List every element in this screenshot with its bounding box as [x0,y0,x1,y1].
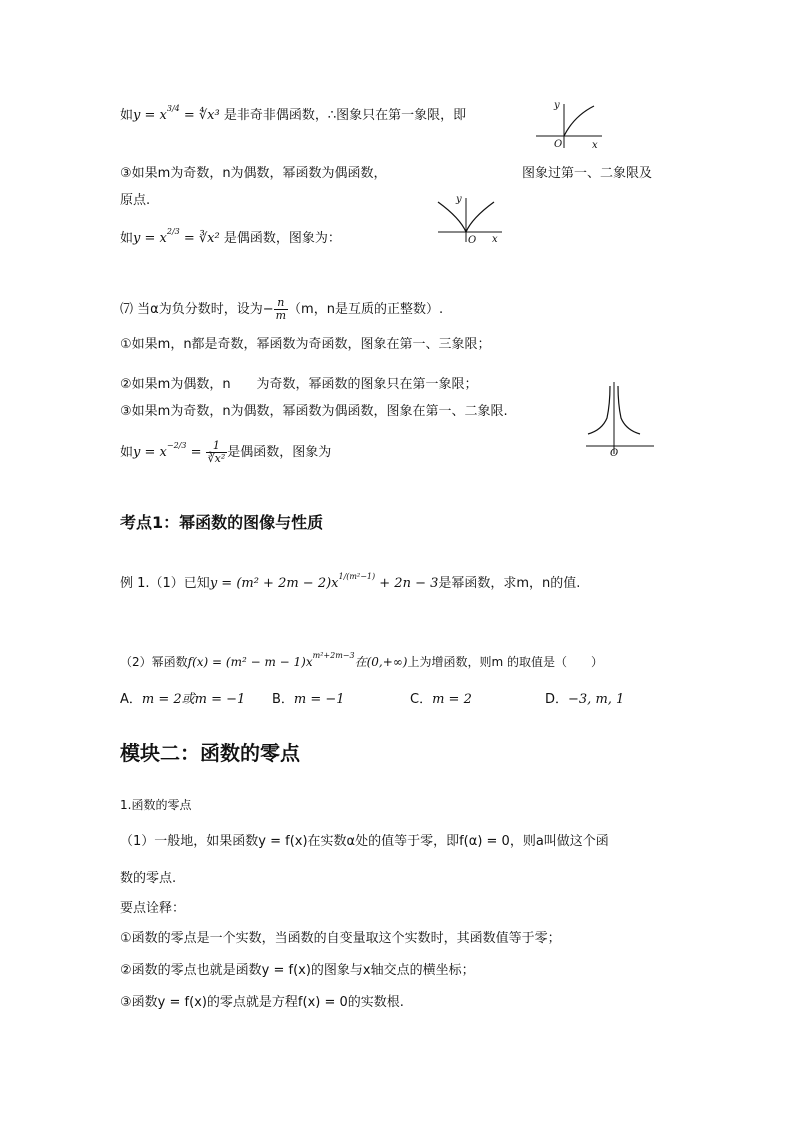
math-expr: f(x) = (m² − m − 1)x [187,655,313,669]
neg-case1 [120,335,491,355]
text: ①如果m，n都是奇数，幂函数为奇函数，图象在第一、三象限； [120,337,491,352]
option-label: A． [120,692,142,707]
key-points-heading: 要点诠释： [120,901,186,916]
option-value: −3, m, 1 [568,692,625,707]
option-value: m = 2 [432,692,472,707]
fraction [206,440,228,465]
option-a [120,688,245,707]
key-point-1: ①函数的零点是一个实数，当函数的自变量取这个实数时，其函数值等于零； [120,931,561,946]
negative-fraction-line [120,297,443,322]
text: 如 [120,231,134,246]
y-label: y [456,194,462,205]
curve-right [618,386,640,434]
case3-line-right [522,164,652,184]
option-label: B． [272,692,294,707]
graph-x34 [530,98,610,152]
option-b [272,688,345,707]
fraction-n-m [274,297,288,322]
neg-case2 [120,375,478,395]
numerator: n [274,297,288,310]
origin-label: O [468,235,477,246]
x-label: x [492,234,498,245]
option-label: C． [410,692,433,707]
math-expr: + 2n − 3 [375,576,439,591]
option-value: m = −1 [293,692,345,707]
y-label: y [554,100,560,111]
math-expr: y = x [133,108,167,123]
math-expr: y = (m² + 2m − 2)x [209,576,339,591]
math-expr: y = x [133,231,167,246]
text: 图象过第一、二象限及 [522,166,653,181]
section-heading-kaodian: 考点1：幂函数的图像与性质 [120,513,324,532]
option-label: D． [545,692,569,707]
origin-label: O [554,139,563,150]
neg-case3 [120,402,508,422]
numerator: 1 [206,440,228,453]
case3-line-cont [120,191,150,211]
zero-point-definition: （1）一般地，如果函数y = f(x)在实数α处的值等于零，即f(α) = 0，则a叫做这个函 [120,834,609,849]
text: ②如果m为偶数，n 为奇数，幂函数的图象只在第一象限； [120,377,478,392]
example-line-x34 [120,106,466,127]
text: 是非奇非偶函数，∴图象只在第一象限，即 [223,108,467,123]
text: 是偶函数，图象为 [227,445,332,460]
text: 例 1.（1）已知 [120,576,210,591]
key-point-2: ②函数的零点也就是函数y = f(x)的图象与x轴交点的横坐标； [120,963,475,978]
exponent: 3/4 [166,104,180,113]
exponent: 2/3 [166,227,180,236]
text: 是偶函数，图象为： [223,231,341,246]
text: （2）幂函数 [120,655,188,669]
text: （m，n是互质的正整数）. [288,302,444,317]
text: ③如果m为奇数，n为偶数，幂函数为偶函数，图象在第一、二象限. [120,404,508,419]
option-d [545,688,624,707]
origin-label: O [610,448,619,458]
math-expr: = [186,445,206,460]
option-value: m = 2或m = −1 [141,692,246,707]
text: ⑺ 当α为负分数时，设为− [120,302,274,317]
denominator: ∛x² [207,452,226,465]
example-1-part-1 [120,574,580,595]
module-heading: 模块二：函数的零点 [120,741,300,765]
exponent: m²+2m−3 [312,651,355,660]
denominator: m [275,309,287,322]
text: 如 [120,108,134,123]
text: 原点. [120,193,151,208]
math-expr: 在(0,+∞) [354,655,408,669]
example-line-x23 [120,229,341,250]
zero-point-title: 1.函数的零点 [120,798,192,812]
text: 上为增函数，则m 的取值是（ ） [407,655,603,669]
key-point-3: ③函数y = f(x)的零点就是方程f(x) = 0的实数根. [120,995,404,1010]
zero-point-definition-cont: 数的零点. [120,871,177,886]
curve [564,106,594,136]
math-expr: = ∛x² [179,231,224,246]
exponent: −2/3 [166,441,187,450]
graph-x23 [430,190,510,248]
exponent: 1/(m²−1) [338,572,376,581]
case3-line [120,164,387,184]
text: 如 [120,445,134,460]
curve-left [588,386,610,434]
text: ③如果m为奇数，n为偶数，幂函数为偶函数， [120,166,387,181]
text: 是幂函数，求m，n的值. [438,576,581,591]
option-c [410,688,472,707]
math-expr: y = x [133,445,167,460]
graph-x-neg23 [582,378,662,458]
math-expr: = ∜x³ [179,108,224,123]
example-1-part-2 [120,652,603,674]
x-label: x [592,140,598,151]
example-line-x-neg23 [120,438,331,468]
